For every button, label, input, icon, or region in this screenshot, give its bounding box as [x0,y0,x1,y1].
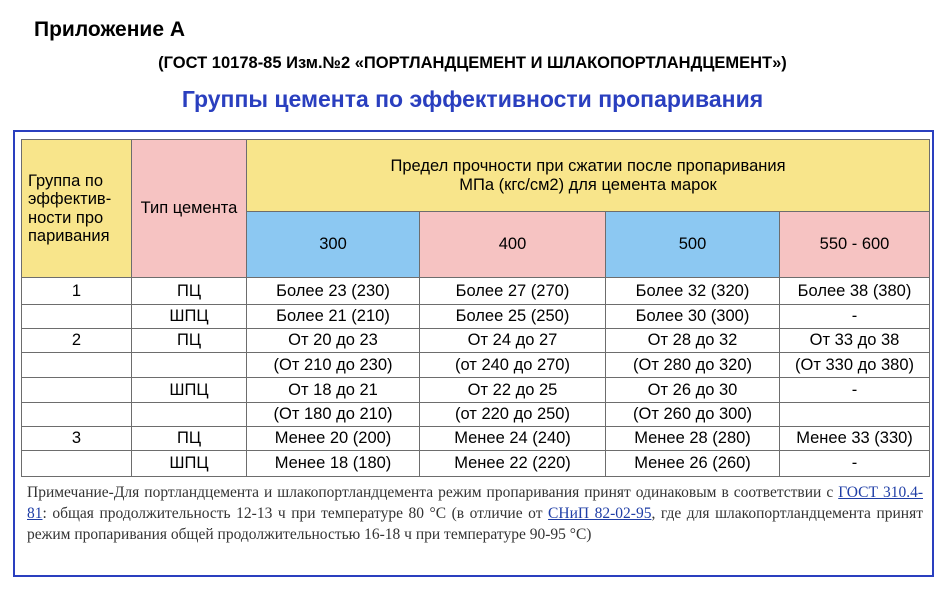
group-cell [22,353,132,378]
value-cell: (От 330 до 380) [780,353,930,378]
value-cell: Менее 20 (200) [247,427,420,451]
table-row [22,278,930,305]
value-cell: Менее 33 (330) [780,427,930,451]
value-cell: От 26 до 30 [606,378,780,403]
table-row [22,451,930,477]
value-cell: Менее 22 (220) [420,451,606,477]
table-row [22,305,930,329]
value-cell: Менее 24 (240) [420,427,606,451]
value-cell: Более 38 (380) [780,278,930,305]
value-cell: (от 220 до 250) [420,403,606,427]
type-cell [132,403,247,427]
value-cell: Менее 18 (180) [247,451,420,477]
type-cell: ШПЦ [132,305,247,329]
grade-400-header: 400 [420,212,606,278]
value-cell: Менее 26 (260) [606,451,780,477]
type-cell: ПЦ [132,329,247,353]
group-cell: 2 [22,329,132,353]
table-note [27,482,923,545]
type-cell: ШПЦ [132,378,247,403]
value-cell [780,403,930,427]
grade-550-600-header: 550 - 600 [780,212,930,278]
note-text: Примечание-Для портландцемента и шлакопортландцемента режим пропаривания принят одинаковым в соответствии с [27,484,839,501]
group-cell [22,403,132,427]
type-header: Тип цемента [132,140,247,278]
strength-header-line1: Предел прочности при сжатии после пропаривания [390,157,786,176]
group-cell [22,305,132,329]
value-cell: От 24 до 27 [420,329,606,353]
note-text: : общая продолжительность 12-13 ч при температуре 80 °С (в отличие от [42,505,549,522]
table-row [22,353,930,378]
gost-subtitle: (ГОСТ 10178-85 Изм.№2 «ПОРТЛАНДЦЕМЕНТ И ШЛАКОПОРТЛАНДЦЕМЕНТ») [158,54,787,72]
grade-300-header: 300 [247,212,420,278]
value-cell: От 22 до 25 [420,378,606,403]
type-cell: ШПЦ [132,451,247,477]
table-row [22,329,930,353]
value-cell: - [780,378,930,403]
gost-310-4-81-link[interactable]: ГОСТ 310.4-81 [27,484,923,522]
table-heading: Группы цемента по эффективности пропаривания [181,86,764,112]
value-cell: Более 32 (320) [606,278,780,305]
strength-header [247,140,930,212]
value-cell: От 18 до 21 [247,378,420,403]
strength-header-line2: МПа (кгс/см2) для цемента марок [459,175,717,194]
value-cell: От 33 до 38 [780,329,930,353]
value-cell: (От 180 до 210) [247,403,420,427]
group-cell [22,378,132,403]
value-cell: (От 210 до 230) [247,353,420,378]
value-cell: Более 30 (300) [606,305,780,329]
value-cell: Более 21 (210) [247,305,420,329]
value-cell: (от 240 до 270) [420,353,606,378]
type-cell [132,353,247,378]
type-cell: ПЦ [132,278,247,305]
table-row [22,427,930,451]
grade-500-header: 500 [606,212,780,278]
value-cell: От 20 до 23 [247,329,420,353]
note-text: , где для шлакопортландцемента принят режим пропаривания общей продолжительностью 16-18 ч при температуре 90-95 °С) [27,505,923,543]
value-cell: - [780,305,930,329]
group-header: Группа по эффектив-ности про паривания [22,140,132,278]
value-cell: Более 23 (230) [247,278,420,305]
page-title: Приложение А [34,18,186,41]
group-cell [22,451,132,477]
table-row [22,378,930,403]
value-cell: - [780,451,930,477]
value-cell: Более 27 (270) [420,278,606,305]
value-cell: (От 260 до 300) [606,403,780,427]
value-cell: От 28 до 32 [606,329,780,353]
table-row [22,403,930,427]
value-cell: Более 25 (250) [420,305,606,329]
group-cell: 1 [22,278,132,305]
type-cell: ПЦ [132,427,247,451]
cement-groups-table [21,139,930,477]
group-cell: 3 [22,427,132,451]
value-cell: Менее 28 (280) [606,427,780,451]
snip-82-02-95-link[interactable]: СНиП 82-02-95 [548,505,652,522]
value-cell: (От 280 до 320) [606,353,780,378]
